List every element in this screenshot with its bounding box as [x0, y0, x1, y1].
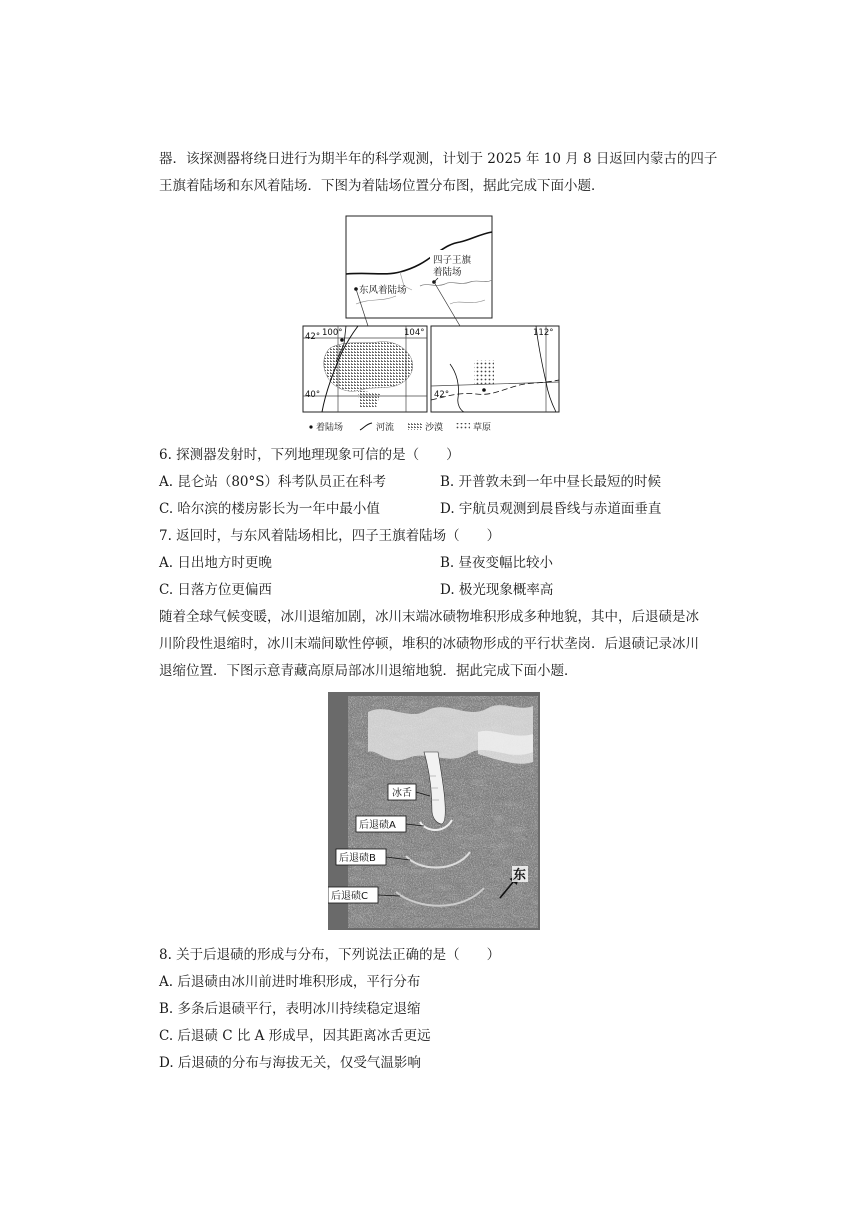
landing-site-map: [300, 214, 562, 438]
inset-siziwangqi: [431, 326, 559, 412]
q6-option-b: B. 开普敦未到一年中昼长最短的时候: [440, 474, 662, 490]
inset-dongfeng: [303, 326, 427, 412]
legend-desert-icon: [408, 423, 422, 430]
q6-option-c: C. 哈尔滨的楼房影长为一年中最小值: [159, 501, 380, 517]
q7-option-d: D. 极光现象概率高: [440, 582, 554, 598]
q8-stem: 8. 关于后退碛的形成与分布，下列说法正确的是（ ）: [159, 947, 501, 963]
passage2-line-3: 退缩位置．下图示意青藏高原局部冰川退缩地貌．据此完成下面小题．: [159, 663, 578, 679]
q8-option-b: B. 多条后退碛平行，表明冰川持续稳定退缩: [159, 1001, 421, 1017]
q7-option-b: B. 昼夜变幅比较小: [440, 555, 554, 571]
glacier-photo: [328, 692, 540, 930]
legend-grass-icon: [456, 423, 470, 430]
intro-line-1: 器．该探测器将绕日进行为期半年的科学观测，计划于 2025 年 10 月 8 日返回内蒙古的四子: [159, 151, 718, 167]
q8-option-d: D. 后退碛的分布与海拔无关，仅受气温影响: [159, 1055, 421, 1071]
map-label-dongfeng: 东风着陆场: [359, 285, 407, 296]
passage2-line-1: 随着全球气候变暖，冰川退缩加剧，冰川末端冰碛物堆积形成多种地貌，其中，后退碛是冰: [159, 609, 699, 625]
legend-desert: 沙漠: [425, 423, 444, 433]
passage2-line-2: 川阶段性退缩时，冰川末端间歇性停顿，堆积的冰碛物形成的平行状垄岗．后退碛记录冰川: [159, 636, 699, 652]
legend-river: 河流: [376, 423, 395, 433]
lat-42-left: 42°: [305, 332, 321, 342]
q8-option-c: C. 后退碛 C 比 A 形成早，因其距离冰舌更远: [159, 1028, 431, 1044]
q7-stem: 7. 返回时，与东风着陆场相比，四子王旗着陆场（ ）: [159, 528, 501, 544]
map-label-siziwangqi-2: 着陆场: [433, 267, 462, 278]
lon-104: 104°: [404, 328, 425, 338]
legend-river-icon: [360, 423, 372, 430]
lon-100: 100°: [322, 328, 343, 338]
lon-112: 112°: [533, 328, 554, 338]
label-east: 东: [513, 868, 527, 883]
lat-40: 40°: [305, 390, 321, 400]
q7-option-a: A. 日出地方时更晚: [159, 555, 272, 571]
q6-option-a: A. 昆仑站（80°S）科考队员正在科考: [159, 474, 387, 490]
svg-text:冰舌: 冰舌: [392, 788, 412, 799]
q6-option-d: D. 宇航员观测到晨昏线与赤道面垂直: [440, 501, 662, 517]
map-legend: [309, 421, 491, 433]
legend-landing-icon: [309, 425, 312, 428]
legend-landing: 着陆场: [316, 423, 344, 433]
q7-option-c: C. 日落方位更偏西: [159, 582, 272, 598]
lat-42-right: 42°: [434, 390, 450, 400]
legend-grassland: 草原: [473, 423, 492, 433]
q6-stem: 6. 探测器发射时，下列地理现象可信的是（ ）: [159, 447, 460, 463]
overview-map: [346, 216, 492, 326]
svg-text:后退碛B: 后退碛B: [339, 853, 376, 864]
map-label-siziwangqi-1: 四子王旗: [433, 255, 472, 266]
q8-option-a: A. 后退碛由冰川前进时堆积形成，平行分布: [159, 974, 421, 990]
svg-text:后退碛A: 后退碛A: [359, 820, 396, 831]
svg-text:后退碛C: 后退碛C: [331, 891, 368, 902]
intro-line-2: 王旗着陆场和东风着陆场．下图为着陆场位置分布图，据此完成下面小题．: [159, 178, 605, 194]
